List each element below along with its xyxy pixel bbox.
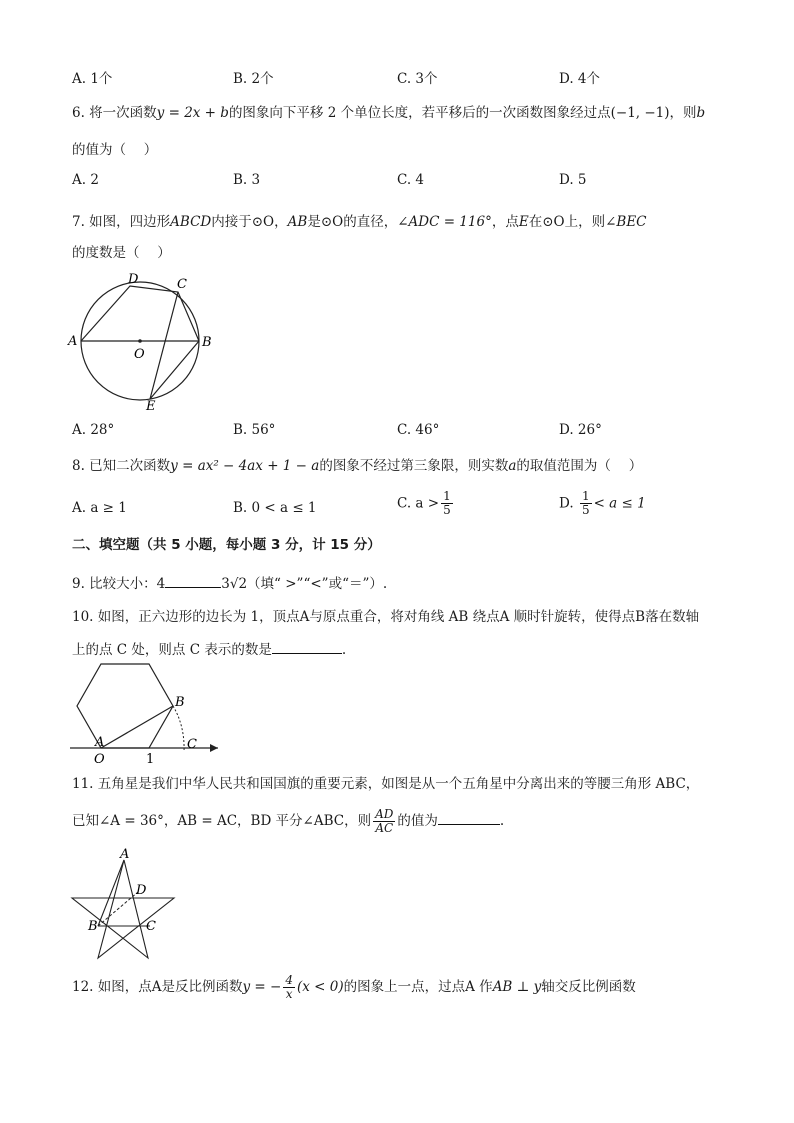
q11-answer-blank[interactable] <box>438 810 500 825</box>
q7-option-b: B. 56° <box>233 422 276 438</box>
q10-stem-line1: 10. 如图，正六边形的边长为 1，顶点A与原点重合，将对角线 AB 绕点A 顺时针旋转，使得点B落在数轴 <box>72 609 700 625</box>
q10-label-c: C <box>187 737 197 752</box>
q9-stem: 9. 比较大小：4 3√2（填“ >”“<”或“＝”）. <box>72 573 387 593</box>
q10-label-one: 1 <box>146 752 155 766</box>
q11-star-figure <box>68 846 180 960</box>
q11-label-d: D <box>136 883 147 898</box>
q10-axis-arrow <box>210 744 218 752</box>
q10-label-o: O <box>94 752 105 766</box>
q7-label-e: E <box>146 399 156 414</box>
q5-option-b: B. 2个 <box>233 71 274 87</box>
q6-stem-line1: 6. 将一次函数y = 2x + b的图象向下平移 2 个单位长度，若平移后的一次函数图象经过点(−1, −1)，则b <box>72 105 706 121</box>
q7-quad-abcd <box>81 286 199 341</box>
q7-label-d: D <box>128 272 139 287</box>
section-2-title: 二、填空题（共 5 小题，每小题 3 分，计 15 分） <box>72 537 381 553</box>
q6-point: (−1, −1) <box>610 105 670 121</box>
q11-bisector-bd <box>98 892 138 926</box>
q10-rotation-arc <box>173 706 184 752</box>
q11-label-c: C <box>146 919 156 934</box>
q6-option-c: C. 4 <box>397 172 425 188</box>
q11-stem-line1: 11. 五角星是我们中华人民共和国国旗的重要元素，如图是从一个五角星中分离出来的等腰三角形 ABC， <box>72 776 700 792</box>
q7-stem-line1: 7. 如图，四边形ABCD内接于⊙O，AB是⊙O的直径，∠ADC = 116°，点E在⊙O上，则∠BEC <box>72 214 647 230</box>
q5-option-a: A. 1个 <box>72 71 113 87</box>
q6-expr: y = 2x + b <box>156 105 229 121</box>
q6-option-b: B. 3 <box>233 172 261 188</box>
q6-option-d: D. 5 <box>559 172 587 188</box>
q7-label-b: B <box>202 335 212 350</box>
q10-diagonal-ab <box>101 706 173 748</box>
q7-center-dot <box>138 339 142 343</box>
q8-option-d-fraction: $\frac{1}{5}$ <box>581 489 590 517</box>
q11-label-b: B <box>88 919 98 934</box>
q7-option-c: C. 46° <box>397 422 440 438</box>
q8-stem: 8. 已知二次函数y = ax² − 4ax + 1 − a的图象不经过第三象限，则实数a的取值范围为（ ） <box>72 458 643 474</box>
q9-answer-blank[interactable] <box>165 573 221 588</box>
q5-option-c: C. 3个 <box>397 71 438 87</box>
q8-option-a: A. a ≥ 1 <box>72 500 127 516</box>
q7-label-a: A <box>68 334 78 349</box>
q5-option-d: D. 4个 <box>559 71 601 87</box>
q7-stem-line2: 的度数是（ ） <box>72 245 171 261</box>
q8-option-b: B. 0 < a ≤ 1 <box>233 500 317 516</box>
q7-label-o: O <box>134 347 145 362</box>
q12-stem: 12. 如图，点A是反比例函数y = − $\frac{4}{x}$ (x < 0)的图象上一点，过点A 作AB ⊥ y轴交反比例函数 <box>72 973 636 1001</box>
q7-option-d: D. 26° <box>559 422 602 438</box>
q8-expr: y = ax² − 4ax + 1 − a <box>170 458 320 474</box>
q10-hexagon-figure <box>68 660 228 766</box>
q11-side-ab <box>98 860 124 926</box>
q7-label-c: C <box>177 277 187 292</box>
q7-circle-figure <box>66 268 216 414</box>
q11-pentagram <box>72 860 174 958</box>
q10-stem-line2: 上的点 C 处，则点 C 表示的数是 . <box>72 639 346 659</box>
q11-label-a: A <box>120 847 130 862</box>
q8-option-c: C. a > $\frac{1}{5}$ <box>397 489 451 517</box>
q11-stem-line2: 已知∠A = 36°，AB = AC，BD 平分∠ABC，则 $\frac{AD}{AC}$ 的值为 . <box>72 807 505 835</box>
q7-triangle-bec <box>150 292 199 399</box>
q7-option-a: A. 28° <box>72 422 115 438</box>
q10-label-a: A <box>95 735 105 750</box>
q6-stem-line2: 的值为（ ） <box>72 142 158 158</box>
q12-fraction-4-x: $\frac{4}{x}$ <box>285 973 293 1001</box>
q8-option-d: D. $\frac{1}{5}$ < a ≤ 1 <box>559 489 646 517</box>
q10-hexagon <box>77 664 173 748</box>
q10-label-b: B <box>175 695 185 710</box>
q10-answer-blank[interactable] <box>272 639 342 654</box>
q6-option-a: A. 2 <box>72 172 99 188</box>
q8-option-c-fraction: $\frac{1}{5}$ <box>443 489 451 517</box>
q11-fraction-ad-ac: $\frac{AD}{AC}$ <box>375 807 394 835</box>
